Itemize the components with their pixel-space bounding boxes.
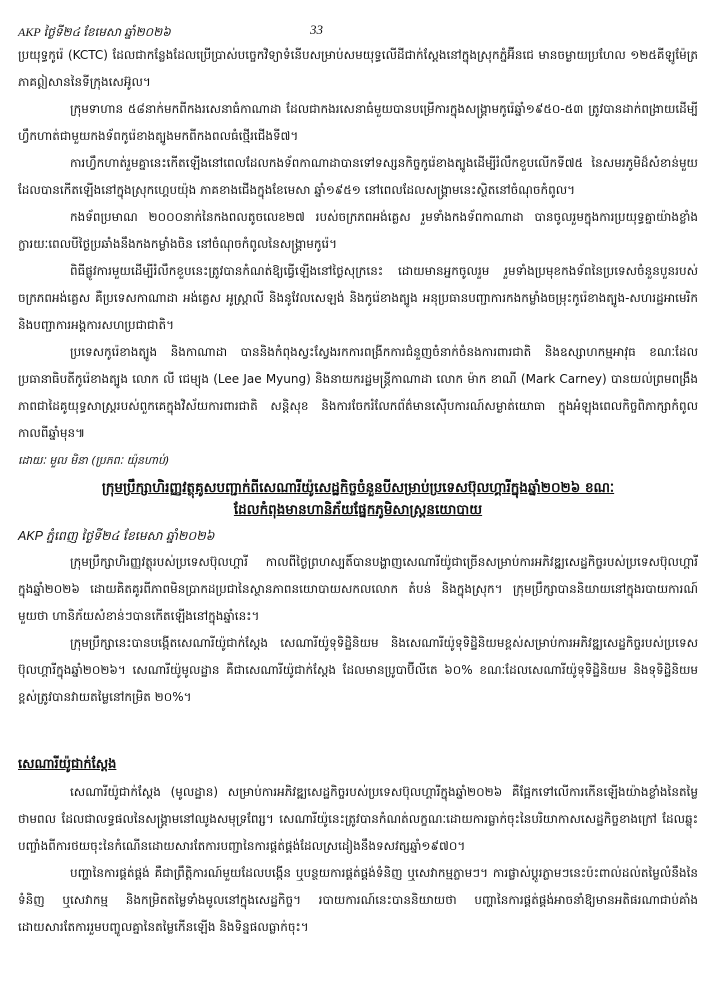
page-number: 33 <box>310 22 323 37</box>
article1-paragraph: កងទ័ពប្រមាណ ២០០០នាក់នៃកងពលតូចលេខ២៧ របស់ចក្រភពអង់គ្លេស រួមទាំងកងទ័ពកាណាដា បានចូលរួមក្នុងការប្រយុទ្ធគ្នាយ៉ាងខ្លាំងក្លារយៈពេលបីថ្ងៃប្រឆាំងនឹងកងកម្លាំងចិន នៅចំណុចកំពូលនៃសង្គ្រាមកូរ៉េ។ <box>18 210 698 251</box>
section-heading: សេណារីយ៉ូជាក់ស្តែង <box>18 757 117 772</box>
article2-dateline: AKP ភ្នំពេញ ថ្ងៃទី២៤ ខែមេសា ឆ្នាំ២០២៦ <box>18 529 215 543</box>
article2-title-line: ដែលកំពុងមានហានិភ័យផ្នែកភូមិសាស្ត្រនយោបាយ <box>233 502 483 518</box>
article2-paragraph: ក្រុមប្រឹក្សាហិរញ្ញវត្ថុរបស់ប្រទេសប៊ុលហ្គារី កាលពីថ្ងៃព្រហស្បតិ៍បានបង្ហាញសេណារីយ៉ូជាច្រើនសម្រាប់ការអភិវឌ្ឍសេដ្ឋកិច្ចរបស់ប្រទេសប៊ុលហ្គារីក្នុងឆ្នាំ២០២៦ ដោយគិតគូរពីភាពមិនប្រាកដប្រជានៃស្ថានភាពនយោបាយសកលលោក តំបន់ និងក្នុងស្រុក។ ក្រុមប្រឹក្សាបាននិយាយនៅក្នុងរបាយការណ៍មួយថា ហានិភ័យសំខាន់ៗបានកើតឡើងនៅក្នុងឆ្នាំនេះ។ <box>18 555 698 623</box>
page-header <box>18 22 698 42</box>
article1-paragraph: ការហ្វឹកហាត់រួមគ្នានេះកើតឡើងនៅពេលដែលកងទ័ពកាណាដាបានទៅទស្សនកិច្ចកូរ៉េខាងត្បូងដើម្បីរំលឹកខួបលើកទី៧៥ នៃសមរភូមិដ៏សំខាន់មួយដែលបានកើតឡើងនៅក្នុងស្រុកហ្គេបយ៉ុង ភាគខាងជើងក្នុងខែមេសា ឆ្នាំ១៩៥១ នៅពេលដែលសង្គ្រាមនេះស្ថិតនៅចំណុចកំពូល។ <box>18 156 698 197</box>
article-continued <box>18 42 698 473</box>
article-bulgaria <box>18 477 698 941</box>
article2-paragraph: ក្រុមប្រឹក្សានេះបានបង្កើតសេណារីយ៉ូជាក់ស្តែង សេណារីយ៉ូទុទិដ្ឋិនិយម និងសេណារីយ៉ូទុទិដ្ឋិនិយមខ្ពស់សម្រាប់ការអភិវឌ្ឍសេដ្ឋកិច្ចរបស់ប្រទេសប៊ុលហ្គារីក្នុងឆ្នាំ២០២៦។ សេណារីយ៉ូមូលដ្ឋាន គឺជាសេណារីយ៉ូជាក់ស្តែង ដែលមានប្រូបាប៊ីលីតេ ៦០% ខណៈដែលសេណារីយ៉ូទុទិដ្ឋិនិយម និងទុទិដ្ឋិនិយមខ្ពស់ត្រូវបានវាយតម្លៃនៅកម្រិត ២០%។ <box>18 636 698 704</box>
article2-title <box>18 477 698 521</box>
article1-paragraph: ពិធីផ្លូវការមួយដើម្បីរំលឹកខួបនេះត្រូវបានកំណត់ឱ្យធ្វើឡើងនៅថ្ងៃសុក្រនេះ ដោយមានអ្នកចូលរួម រួមទាំងប្រមុខកងទ័ពនៃប្រទេសចំនួនបួនរបស់ចក្រភពអង់គ្លេស គឺប្រទេសកាណាដា អង់គ្លេស អូស្ត្រាលី និងនូវែលសេឡង់ និងកូរ៉េខាងត្បូង អនុប្រធានបញ្ជាការកងកម្លាំងចម្រុះកូរ៉េខាងត្បូង-សហរដ្ឋអាមេរិក និងបញ្ជាការអង្គការសហប្រជាជាតិ។ <box>18 264 698 332</box>
article2-title-line: ក្រុមប្រឹក្សាហិរញ្ញវត្ថុគូសបញ្ជាក់ពីសេណារីយ៉ូសេដ្ឋកិច្ចចំនួនបីសម្រាប់ប្រទេសប៊ុលហ្គារីក្នុងឆ្នាំ២០២៦ ខណៈ <box>101 480 615 496</box>
document-page <box>18 22 698 941</box>
article1-byline: ដោយៈ មួល មិនា (ប្រភពៈ យ៉ុនហាប់) <box>18 454 170 467</box>
article1-paragraph: ប្រយុទ្ធកូរ៉េ (KCTC) ដែលជាកន្លែងដែលប្រើប្រាស់បច្ចេកវិទ្យាទំនើបសម្រាប់សមយុទ្ធលើដីជាក់ស្តែងនៅក្នុងស្រុកភ្នំអ៊ីនជេ មានចម្ងាយប្រហែល ១២៥គីឡូម៉ែត្រភាគឦសាននៃទីក្រុងសេអ៊ូល។ <box>18 48 698 89</box>
article2-paragraph: បញ្ហានៃការផ្គត់ផ្គង់ គឺជាព្រឹត្តិការណ៍មួយដែលបង្កើន ឬបន្ថយការផ្គត់ផ្គង់ទំនិញ ឬសេវាកម្មភ្លាមៗ។ ការផ្លាស់ប្តូរភ្លាមៗនេះប៉ះពាល់ដល់តម្លៃលំនឹងនៃទំនិញ ឬសេវាកម្ម និងកម្រិតតម្លៃទាំងមូលនៅក្នុងសេដ្ឋកិច្ច។ របាយការណ៍នេះបាននិយាយថា បញ្ហានៃការផ្គត់ផ្គង់អាចនាំឱ្យមានអតិផរណាជាប់គាំងដោយសារតែការរួមបញ្ចូលគ្នានៃតម្លៃកើនឡើង និងទិន្នផលធ្លាក់ចុះ។ <box>18 866 698 934</box>
article1-paragraph: ក្រុមទាហាន ៥៨នាក់មកពីកងរសេនាធំកាណាដា ដែលជាកងរសេនាធំមួយបានបម្រើការក្នុងសង្គ្រាមកូរ៉េឆ្នាំ១៩៥០-៥៣ ត្រូវបានដាក់ពង្រាយដើម្បីហ្វឹកហាត់ជាមួយកងទ័ពកូរ៉េខាងត្បូងមកពីកងពលធំថ្មើរជើងទី៧។ <box>18 102 698 143</box>
section-spacer <box>18 711 698 751</box>
article2-paragraph: សេណារីយ៉ូជាក់ស្តែង (មូលដ្ឋាន) សម្រាប់ការអភិវឌ្ឍសេដ្ឋកិច្ចរបស់ប្រទេសប៊ុលហ្គារីក្នុងឆ្នាំ២០២៦ គឺផ្អែកទៅលើការកើនឡើងយ៉ាងខ្លាំងនៃតម្លៃថាមពល ដែលជាលទ្ធផលនៃសង្គ្រាមនៅឈូងសមុទ្រពែរ្ស។ សេណារីយ៉ូនេះត្រូវបានកំណត់លក្ខណៈដោយការធ្លាក់ចុះនៃបរិយាកាសសេដ្ឋកិច្ចខាងក្រៅ ដែលឆ្លុះបញ្ចាំងពីការថយចុះនៃកំណើនដោយសារតែការបញ្ជានៃការផ្គត់ផ្គង់ដែលស្រដៀងនឹងទសវត្សឆ្នាំ១៩៧០។ <box>18 785 698 853</box>
article1-paragraph: ប្រទេសកូរ៉េខាងត្បូង និងកាណាដា បាននិងកំពុងស្វះស្វែងរកការពង្រីកការជំនួញចំនាក់ចំនងការពារជាតិ និងឧស្សាហកម្មអាវុធ ខណៈដែលប្រធានាធិបតីកូរ៉េខាងត្បូង លោក លី ជេម្យុង (Lee Jae Myung) និងនាយករដ្ឋមន្ត្រីកាណាដា លោក ម៉ាក ខាណី (Mark Carney) បានយល់ព្រមពង្រឹងភាពជាដៃគូយុទ្ធសាស្ត្ររបស់ពួកគេក្នុងវិស័យការពារជាតិ សន្តិសុខ និងការចែករំលែកព័ត៌មានស៊ើបការណ៍សម្ងាត់យោធា ក្នុងអំឡុងពេលកិច្ចពិភាក្សាកំពូលកាលពីឆ្នាំមុន៕ <box>18 345 698 440</box>
header-source-date: AKP ថ្ងៃទី២៤ ខែមេសា ឆ្នាំ២០២៦ <box>18 25 171 39</box>
